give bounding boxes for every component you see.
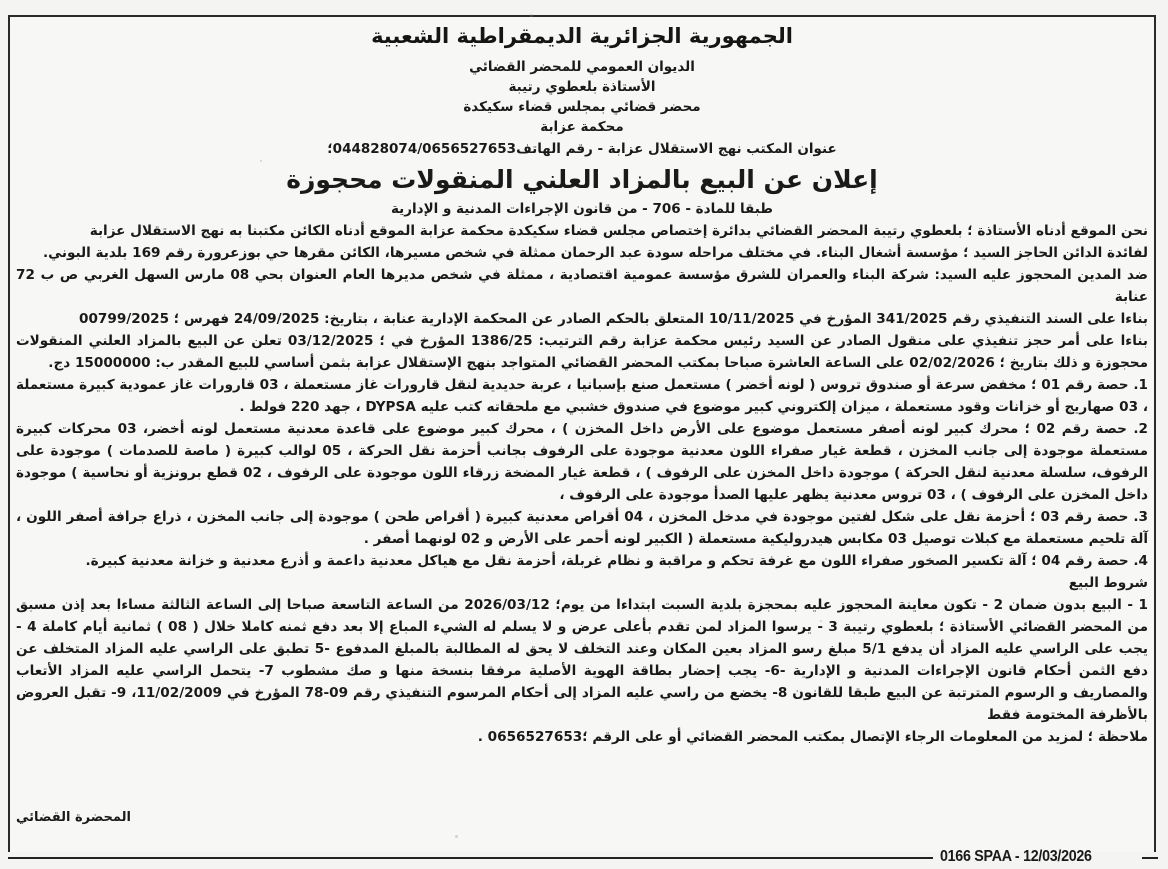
lot-item: 4. حصة رقم 04 ؛ آلة تكسير الصخور صفراء اللون مع غرفة تحكم و مراقبة و نظام غربلة، أحزمة نقل مع هياكل معدنية داعمة و أذرع معدنية و خزانة معدنية كبيرة. <box>85 553 1148 569</box>
print-speck <box>530 14 533 17</box>
print-speck <box>260 160 262 162</box>
legal-basis: طبقا للمادة - 706 - من قانون الإجراءات المدنية و الإدارية <box>391 201 773 217</box>
paragraph-creditor: لفائدة الدائن الحاجز السيد ؛ مؤسسة أشغال البناء. في مختلف مراحله سودة عبد الرحمان ممثلة في شخص مسيرها، الكائن مقرها حي بوزعرورة رقم 169 بلدية البوني. <box>42 245 1148 261</box>
footer <box>0 848 1168 868</box>
republic-heading: الجمهورية الجزائرية الديمقراطية الشعبية <box>371 24 793 48</box>
lot-item: 2. حصة رقم 02 ؛ محرك كبير لونه أصفر مستعمل موضوع على الأرض داخل المخزن ) ، محرك كبير موضوع على قاعدة معدنية مستعمل لونه أخضر، 03 محركات كبيرة مستعملة موجودة إلى جانب المخزن ، قطعة غيار صفراء اللون معدنية موجودة على الرفوف بجانب أحزمة نقل الحركة ، 05 لوالب كبيرة ( ماصة للصدمات ) موجودة على الرفوف، سلسلة معدنية لنقل الحركة ) موجودة داخل المخزن على الرفوف ) ، قطعة غيار المضخة زرقاء اللون موجودة على الرفوف ، 02 قطع برونزية أو نحاسية ) موجودة داخل المخزن على الرفوف ) ، 03 تروس معدنية يظهر عليها الصدأ موجودة على الرفوف ، <box>16 421 1148 503</box>
court-name: محكمة عزابة <box>540 119 624 135</box>
conditions-title: شروط البيع <box>1068 575 1148 591</box>
print-speck <box>820 620 822 622</box>
jurisdiction: محضر قضائي بمجلس قضاء سكيكدة <box>463 99 701 115</box>
lot-item: 1. حصة رقم 01 ؛ مخفض سرعة أو صندوق تروس ( لونه أخضر ) مستعمل صنع بإسبانيا ، عربة حديدية لنقل قارورات غاز مستعملة ، 03 قارورات غاز عمودية كبيرة مستعملة ، 03 صهاريج أو خزانات وقود مستعملة ، ميزان إلكتروني كبير موضوع في صندوق خشبي مع ملحقاته كتب عليه DYPSA ، جهد 220 فولط . <box>16 377 1148 415</box>
lot-item: 3. حصة رقم 03 ؛ أحزمة نقل على شكل لفتين موجودة في مدخل المخزن ، 04 أقراص معدنية كبيرة ( أقراص طحن ) موجودة إلى جانب المخزن ، ذراع جرافة أصفر اللون ، آلة تلحيم مستعملة مع كبلات توصيل 03 مكابس هيدروليكية مستعملة ( الكبير لونه أحمر على الأرض و 02 لونهما أصفر . <box>16 509 1149 547</box>
footer-rule-right <box>1142 857 1158 859</box>
paragraph-intro: نحن الموقع أدناه الأستاذة ؛ بلعطوي رتيبة المحضر القضائي بدائرة إختصاص مجلس قضاء سكيكدة محكمة عزابة الموقع أدناه الكائن مكتبنا به نهج الاستقلال عزابة <box>89 223 1148 239</box>
bailiff-name: الأستاذة بلعطوي رتيبة <box>508 79 656 95</box>
notice-title: إعلان عن البيع بالمزاد العلني المنقولات محجوزة <box>286 165 878 194</box>
footer-rule-left <box>8 857 933 859</box>
notice-frame <box>8 15 1156 852</box>
paragraph-title-deed: بناءا على السند التنفيذي رقم 341/2025 المؤرخ في 10/11/2025 المتعلق بالحكم الصادر عن المحكمة الإدارية عنابة ، بتاريخ: 24/09/2025 فهرس ؛ 00799/2025 <box>78 311 1148 327</box>
print-speck <box>455 835 458 838</box>
office-address: عنوان المكتب نهج الاستقلال عزابة - رقم الهاتف044828074/0656527653؛ <box>327 141 837 157</box>
paragraph-debtor: ضد المدين المحجوز عليه السيد: شركة البناء والعمران للشرق مؤسسة عمومية اقتصادية ، ممثلة في شخص مديرها العام العنوان بحي 08 مارس السهل الغربي ص ب 72 عنابة <box>16 267 1148 305</box>
paragraph-seizure-order: بناءا على أمر حجز تنفيذي على منقول الصادر عن السيد رئيس محكمة عزابة رقم الترتيب: 1386/25 المؤرخ في ؛ 03/12/2025 تعلن عن البيع بالمزاد العلني المنقولات محجوزة و ذلك بتاريخ ؛ 02/02/2026 على الساعة العاشرة صباحا بمكتب المحضر القضائي المتواجد بنهج الإستقلال عزابة بثمن أساسي للبيع المقدر ب: 15000000 دج. <box>16 333 1148 371</box>
contact-note: ملاحظة ؛ لمزيد من المعلومات الرجاء الإتصال بمكتب المحضر القضائي أو على الرقم ؛0656527653 . <box>477 729 1148 745</box>
office-name: الديوان العمومي للمحضر القضائي <box>469 59 695 75</box>
signature: المحضرة القضائي <box>16 810 131 825</box>
footer-code: 0166 SPAA - 12/03/2026 <box>940 848 1092 865</box>
conditions-text: 1 - البيع بدون ضمان 2 - تكون معاينة المحجوز عليه بمحجزة بلدية السبت ابتداءا من يوم؛ 2026/03/12 من الساعة التاسعة صباحا إلى الساعة الثالثة مساءا بعد إذن مسبق من المحضر القضائي الأستاذة ؛ بلعطوي رتيبة 3 - يرسوا المزاد لمن تقدم بأعلى عرض و لا يسلم له الشيء المباع إلا بعد دفع ثمنه كاملا خلال ( 08 ) ثمانية أيام كاملة 4 - يجب على الراسي عليه المزاد أن يدفع 5/1 مبلغ رسو المزاد بعين المكان وعند التخلف لا يحق له المطالبة بالمبلغ المدفوع -5 تطبق على الراسي عليه المزاد المتخلف عن دفع الثمن أحكام قانون الإجراءات المدنية و الإدارية -6- يجب إحضار بطاقة الهوية الأصلية مرفقا بنسخة منها و صك مشطوب 7- يتحمل الراسي عليه المزاد الأتعاب والمصاريف و الرسوم المترتبة عن البيع طبقا للقانون 8- يخضع من راسي عليه المزاد إلى أحكام المرسوم التنفيذي رقم 09-78 المؤرخ في 11/02/2009، 9- تقبل العروض بالأظرفة المختومة فقط <box>16 597 1149 723</box>
notice-content <box>10 21 1154 748</box>
